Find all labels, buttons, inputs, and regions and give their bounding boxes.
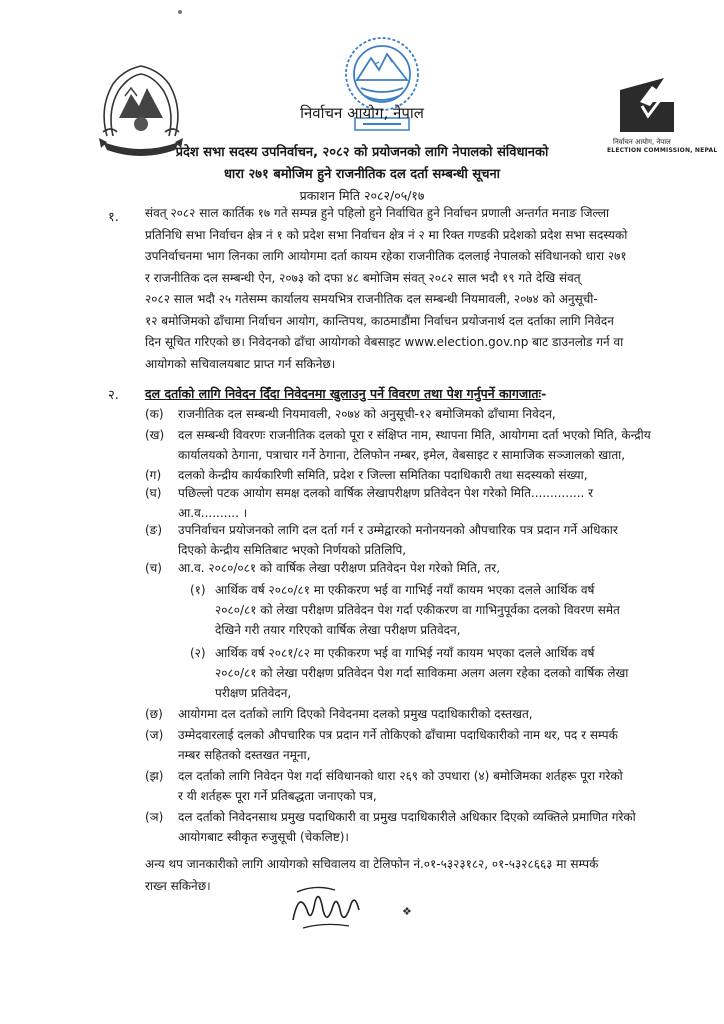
item-jha-label: (झ) — [145, 769, 164, 783]
publication-date: प्रकाशन मिति २०८२/०५/१७ — [299, 188, 425, 203]
item-line: २०८०/८१ को लेखा परीक्षण प्रतिवेदन पेश गर्दा साविकमा अलग अलग रहेका दलको वार्षिक लेखा — [215, 666, 629, 680]
section-2-number: २. — [108, 388, 119, 403]
item-gha — [178, 483, 713, 523]
item-ka — [178, 404, 713, 424]
item-line: र यी शर्तहरू पूरा गर्ने प्रतिबद्धता जनाएको पत्र, — [178, 789, 377, 803]
item-nga-label: (ङ) — [145, 523, 163, 537]
item-nya — [178, 807, 713, 847]
section-2-heading-text: दल दर्ताको लागि निवेदन दिँदा निवेदनमा खुलाउनु पर्ने विवरण तथा पेश गर्नुपर्ने कागजातः — [145, 386, 542, 401]
item-line: दल दर्ताको लागि निवेदन पेश गर्दा संविधानको धारा २६९ को उपधारा (४) बमोजिमका शर्तहरू पूरा गरेको — [178, 769, 623, 783]
section-1-line: आयोगको सचिवालयबाट प्राप्त गर्न सकिनेछ। — [145, 356, 336, 371]
item-kha — [178, 425, 713, 465]
section-2-heading — [145, 385, 546, 402]
section-1-line: १२ बमोजिमको ढाँचामा निर्वाचन आयोग, कान्तिपथ, काठमाडौंमा निर्वाचन प्रयोजनार्थ दल दर्ताका लागि निवेदन — [145, 313, 614, 328]
organization-name: निर्वाचन आयोग, नेपाल — [300, 104, 424, 122]
item-line: आ.व.......... । — [178, 506, 248, 520]
section-1-paragraph — [145, 203, 713, 375]
contact-note — [145, 853, 715, 897]
item-jha — [178, 766, 713, 806]
item-line: देखिने गरी तयार गरिएको वार्षिक लेखा परीक्षण प्रतिवेदन, — [215, 623, 461, 637]
item-line: आ.व. २०८०/०८१ को वार्षिक लेखा परीक्षण प्रतिवेदन पेश गरेको मिति, तर, — [178, 561, 501, 575]
section-2-heading-suffix: - — [541, 386, 547, 401]
item-line: नम्बर सहितको दस्तखत नमूना, — [178, 748, 311, 762]
item-line: दल दर्ताको निवेदनसाथ प्रमुख पदाधिकारी वा प्रमुख पदाधिकारीले अधिकार दिएको व्यक्तिले प्रमाणित गरेको — [178, 810, 636, 824]
section-1-line: र राजनीतिक दल सम्बन्धी ऐन, २०७३ को दफा ४८ बमोजिम संवत् २०८२ साल भदौ १९ गते देखि संवत् — [145, 270, 581, 285]
section-1-line: प्रतिनिधि सभा निर्वाचन क्षेत्र नं १ को प्रदेश सभा निर्वाचन क्षेत्र नं २ मा रिक्त गण्डकी प्रदेशको प्रदेश सभा सदस्यको — [145, 227, 628, 242]
item-line: आर्थिक वर्ष २०८१/८२ मा एकीकरण भई वा गाभिई नयाँ कायम भएका दलले आर्थिक वर्ष — [215, 646, 595, 660]
item-nga — [178, 520, 713, 560]
item-line: परीक्षण प्रतिवेदन, — [215, 686, 292, 700]
page-mark-dot — [178, 10, 182, 14]
item-cha-sub2 — [215, 643, 713, 703]
section-1-line: उपनिर्वाचनमा भाग लिनका लागि आयोगमा दर्ता कायम रहेका राजनीतिक दललाई नेपालको संविधानको धारा २७१ — [145, 249, 627, 263]
item-chha — [178, 704, 713, 724]
contact-note-line: अन्य थप जानकारीको लागि आयोगको सचिवालय वा टेलिफोन नं.०१-५३२३१८२, ०१-५३२८६६३ मा सम्पर्क — [145, 857, 599, 871]
item-line: दिएको केन्द्रीय समितिबाट भएको निर्णयको प्रतिलिपि, — [178, 543, 407, 557]
item-cha-sub2-label: (२) — [190, 646, 206, 660]
item-ga-label: (ग) — [145, 468, 162, 482]
item-ga — [178, 465, 713, 485]
item-cha-sub1 — [215, 580, 713, 640]
item-line: कार्यालयको ठेगाना, पत्राचार गर्ने ठेगाना, टेलिफोन नम्बर, इमेल, वेबसाइट र सामाजिक सञ्जालको खाता, — [178, 448, 626, 462]
decorative-diamond-icon: ❖ — [402, 905, 412, 918]
ec-logo-caption-english: ELECTION COMMISSION, NEPAL — [607, 147, 718, 154]
contact-note-line: राख्न सकिनेछ। — [145, 879, 211, 893]
item-nya-label: (ञ) — [145, 810, 164, 824]
item-line: आयोगमा दल दर्ताको लागि दिएको निवेदनमा दलको प्रमुख पदाधिकारीको दस्तखत, — [178, 707, 533, 721]
notice-title-line2: धारा २७१ बमोजिम हुने राजनीतिक दल दर्ता सम्बन्धी सूचना — [223, 167, 501, 182]
section-1-line: संवत् २०८२ साल कार्तिक १७ गते सम्पन्न हुने पहिलो हुने निर्वाचित हुने निर्वाचन प्रणाली अन्तर्गत मनाङ जिल्ला — [145, 206, 610, 220]
item-gha-label: (घ) — [145, 486, 162, 500]
item-line: उपनिर्वाचन प्रयोजनको लागि दल दर्ता गर्न र उम्मेद्वारको मनोनयनको औपचारिक पत्र प्रदान गर्ने अधिकार — [178, 523, 618, 537]
item-line: पछिल्लो पटक आयोग समक्ष दलको वार्षिक लेखापरीक्षण प्रतिवेदन पेश गरेको मिति.............. र — [178, 486, 594, 500]
ec-logo-caption-nepali: निर्वाचन आयोग, नेपाल — [613, 138, 671, 146]
item-ka-label: (क) — [145, 407, 164, 421]
item-line: दलको केन्द्रीय कार्यकारिणी समिति, प्रदेश र जिल्ला समितिका पदाधिकारी तथा सदस्यको संख्या, — [178, 468, 588, 482]
item-line: दल सम्बन्धी विवरणः राजनीतिक दलको पूरा र संक्षिप्त नाम, स्थापना मिति, आयोगमा दर्ता भएको मिति, केन्द्रीय — [178, 428, 651, 442]
item-cha-sub1-label: (१) — [190, 583, 206, 597]
section-1-line: दिन सूचित गरिएको छ। निवेदनको ढाँचा आयोगको वेबसाइट www.election.gov.np बाट डाउनलोड गर्न वा — [145, 335, 624, 349]
signature-icon — [285, 880, 365, 935]
item-line: उम्मेदवारलाई दलको औपचारिक पत्र प्रदान गर्ने तोकिएको ढाँचामा पदाधिकारीको नाम थर, पद र सम्पर्क — [178, 728, 618, 742]
item-line: २०८०/८१ को लेखा परीक्षण प्रतिवेदन पेश गर्दा एकीकरण वा गाभिनुपूर्वका दलको विवरण समेत — [215, 603, 620, 617]
notice-title-line1: प्रदेश सभा सदस्य उपनिर्वाचन, २०८२ को प्रयोजनको लागि नेपालको संविधानको — [175, 145, 549, 160]
item-line: आयोगबाट स्वीकृत रुजुसूची (चेकलिष्ट)। — [178, 830, 349, 844]
item-ja-label: (ज) — [145, 728, 164, 742]
item-kha-label: (ख) — [145, 428, 165, 442]
item-cha — [178, 558, 713, 578]
section-1-number: १. — [108, 210, 119, 225]
item-cha-label: (च) — [145, 561, 162, 575]
item-ja — [178, 725, 713, 765]
item-line: आर्थिक वर्ष २०८०/८१ मा एकीकरण भई वा गाभिई नयाँ कायम भएका दलले आर्थिक वर्ष — [215, 583, 595, 597]
item-chha-label: (छ) — [145, 707, 163, 721]
section-1-line: २०८२ साल भदौ २५ गतेसम्म कार्यालय समयभित्र राजनीतिक दल सम्बन्धी नियमावली, २०७४ को अनुसूची- — [145, 292, 598, 306]
item-line: राजनीतिक दल सम्बन्धी नियमावली, २०७४ को अनुसूची-१२ बमोजिमको ढाँचामा निवेदन, — [178, 407, 556, 421]
